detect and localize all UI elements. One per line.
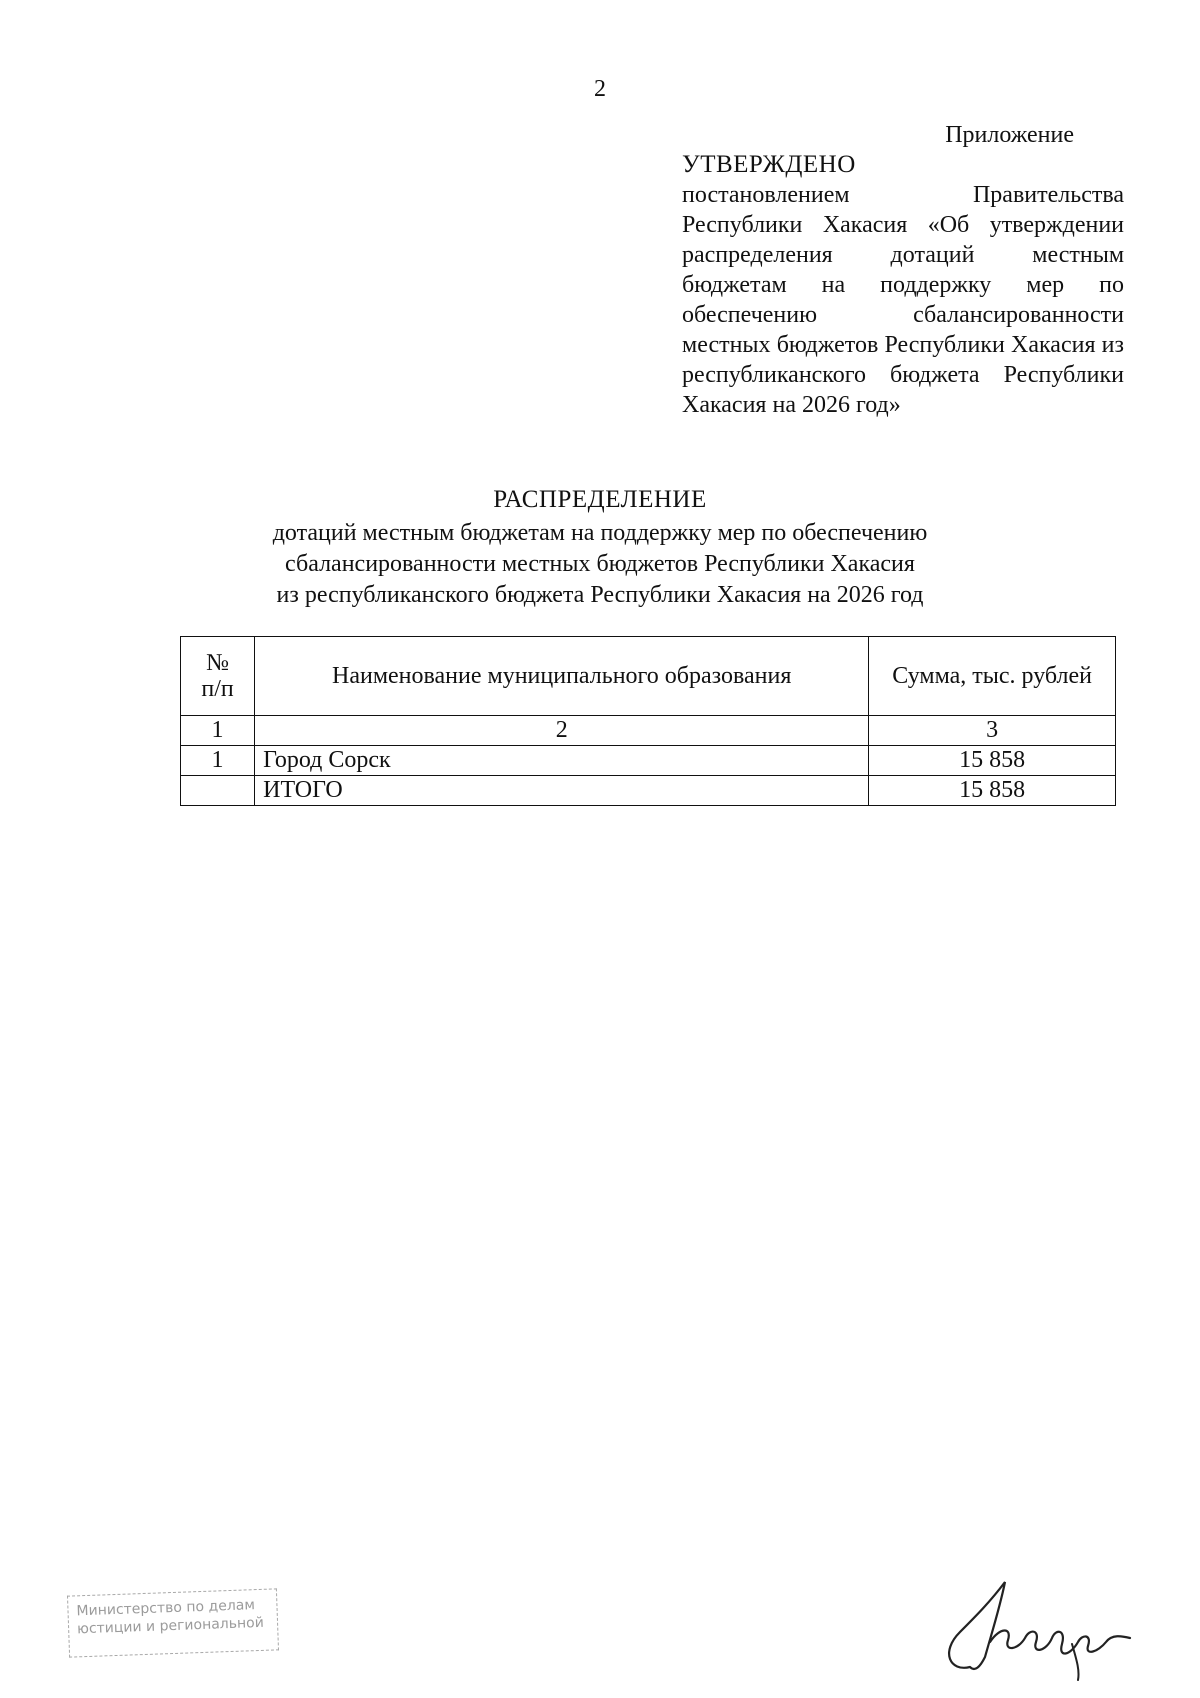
- row-num: 1: [181, 746, 255, 776]
- approved-label: УТВЕРЖДЕНО: [682, 151, 856, 178]
- header-name: Наименование муниципального образования: [255, 637, 869, 716]
- subtitle-line: дотаций местным бюджетам на поддержку мер по обеспечению: [272, 520, 928, 546]
- row-name: Город Сорск: [255, 746, 869, 776]
- column-number: 3: [869, 716, 1116, 746]
- document-subtitle: [0, 518, 1200, 611]
- header-num-symbol: №: [206, 650, 229, 676]
- approval-block: [682, 150, 1124, 420]
- subtitle-line: из республиканского бюджета Республики Хакасия на 2026 год: [276, 582, 924, 608]
- stamp-line: Министерство по делам: [76, 1597, 256, 1620]
- column-number: 2: [255, 716, 869, 746]
- annex-label: Приложение: [945, 122, 1074, 148]
- page-number: 2: [594, 76, 606, 102]
- header-sum: Сумма, тыс. рублей: [869, 637, 1116, 716]
- row-sum: 15 858: [869, 746, 1116, 776]
- total-label: ИТОГО: [255, 776, 869, 806]
- ministry-stamp: [67, 1588, 279, 1657]
- document-title: РАСПРЕДЕЛЕНИЕ: [493, 486, 707, 513]
- column-number-row: [181, 716, 1116, 746]
- distribution-table: [180, 636, 1116, 806]
- table-header-row: [181, 637, 1116, 716]
- column-number: 1: [181, 716, 255, 746]
- stamp-line: юстиции и региональной: [76, 1614, 265, 1638]
- total-sum: 15 858: [869, 776, 1116, 806]
- subtitle-line: сбалансированности местных бюджетов Республики Хакасия: [285, 551, 915, 577]
- total-row: [181, 776, 1116, 806]
- signature-image: [930, 1572, 1140, 1682]
- total-num: [181, 776, 255, 806]
- approval-text: постановлением Правительства Республики Хакасия «Об утверждении распределения дотаций местным бюджетам на поддержку мер по обеспечению сбалансированности местных бюджетов Республики Хакасия из республиканского бюджета Республики Хакасия на 2026 год»: [682, 182, 1124, 418]
- table-row: [181, 746, 1116, 776]
- header-num: [181, 637, 255, 716]
- header-num-abbr: п/п: [201, 676, 234, 702]
